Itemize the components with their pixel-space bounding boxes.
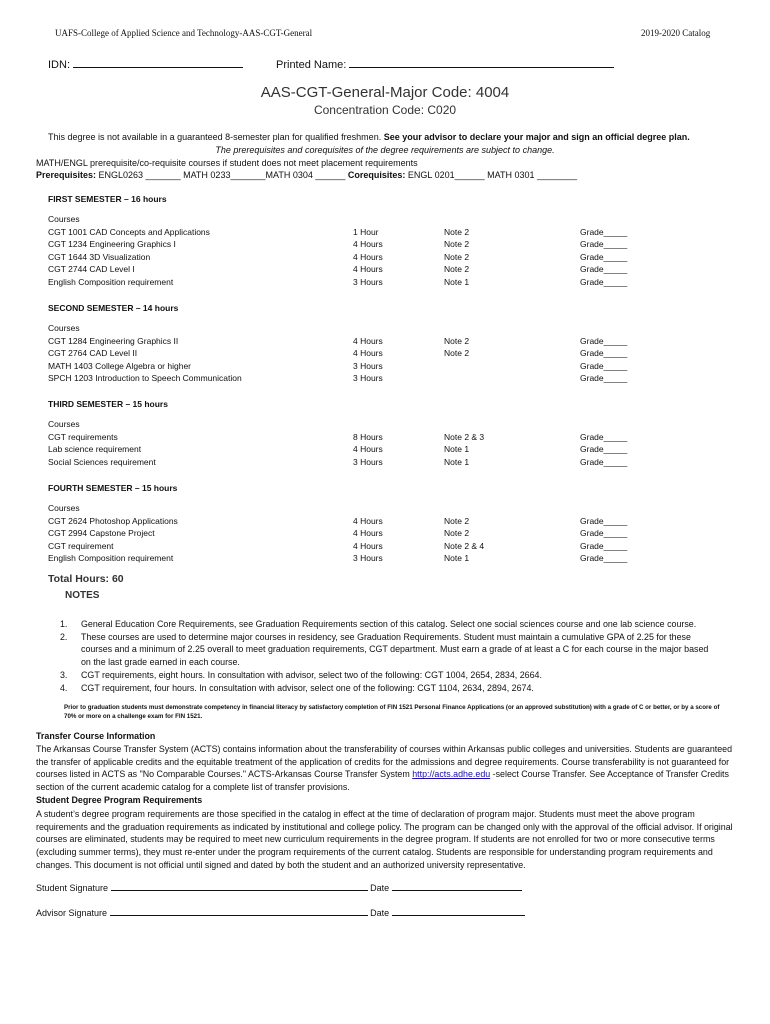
note-text: CGT requirements, eight hours. In consultation with advisor, select two of the following: CGT 1004, 2654, 2834, 2664. (81, 669, 542, 680)
course-hours: 8 Hours (353, 431, 383, 442)
prereq-label: Prerequisites: (36, 170, 97, 180)
course-hours: 4 Hours (353, 444, 383, 455)
student-date-label: Date (370, 883, 390, 893)
prereq-text: ENGL0263 _______ MATH 0233_______MATH 0304 ______ (96, 170, 348, 180)
note-text: These courses are used to determine major courses in residency, see Graduation Requirements. Student must maintain a cumulative GPA of 2.25 for these courses and a minimum of 2.25 overall to meet graduation requirements, CGT department. Must earn a grade of at least a C for each course in the major based on the last grade earned in each course. (81, 631, 709, 668)
course-hours: 3 Hours (353, 373, 383, 384)
total-hours: Total Hours: 60 (48, 573, 124, 585)
grade-blank[interactable]: Grade_____ (580, 335, 628, 346)
acts-link[interactable]: http://acts.adhe.edu (412, 769, 491, 780)
course-name: Lab science requirement (48, 444, 142, 455)
course-note: Note 1 (444, 553, 470, 564)
semester-title: SECOND SEMESTER – 14 hours (48, 303, 179, 313)
printed-name-field[interactable] (276, 59, 614, 71)
grade-blank[interactable]: Grade_____ (580, 431, 628, 442)
advisor-signature-label: Advisor Signature (36, 908, 108, 918)
grade-blank[interactable]: Grade_____ (580, 251, 628, 262)
note-text: CGT requirement, four hours. In consultation with advisor, select one of the following: CGT 1104, 2634, 2894, 2674. (81, 682, 534, 693)
note-item (60, 618, 720, 631)
semester-title: FIRST SEMESTER – 16 hours (48, 194, 167, 204)
notes-heading: NOTES (65, 590, 100, 601)
course-hours: 4 Hours (353, 251, 383, 262)
course-note: Note 1 (444, 456, 470, 467)
course-note: Note 2 & 3 (444, 431, 485, 442)
course-name: CGT 1234 Engineering Graphics I (48, 239, 176, 250)
course-note: Note 2 (444, 528, 470, 539)
course-name: CGT 1284 Engineering Graphics II (48, 335, 179, 346)
course-name: CGT requirements (48, 431, 118, 442)
student-signature-line[interactable] (111, 890, 368, 891)
course-hours: 4 Hours (353, 528, 383, 539)
grade-blank[interactable]: Grade_____ (580, 540, 628, 551)
course-hours: 4 Hours (353, 264, 383, 275)
course-name: CGT requirement (48, 540, 114, 551)
grade-blank[interactable]: Grade_____ (580, 528, 628, 539)
grade-blank[interactable]: Grade_____ (580, 553, 628, 564)
note-item (60, 682, 720, 695)
printed-name-label: Printed Name: (276, 59, 347, 71)
idn-line[interactable] (73, 67, 243, 68)
intro-line-3: MATH/ENGL prerequisite/co-requisite courses if student does not meet placement requirements (36, 158, 418, 168)
course-note: Note 2 (444, 239, 470, 250)
course-name: CGT 2764 CAD Level II (48, 348, 138, 359)
course-name: English Composition requirement (48, 277, 174, 287)
course-hours: 4 Hours (353, 239, 383, 250)
grade-blank[interactable]: Grade_____ (580, 226, 628, 237)
intro-bold: See your advisor to declare your major and sign an official degree plan. (381, 132, 690, 142)
courses-label: Courses (48, 214, 80, 224)
grade-blank[interactable]: Grade_____ (580, 264, 628, 275)
note-number: 1. (60, 619, 68, 629)
idn-field[interactable] (48, 59, 243, 71)
intro-line-1 (48, 131, 690, 144)
course-name: English Composition requirement (48, 553, 174, 564)
course-name: CGT 2624 Photoshop Applications (48, 515, 178, 526)
note-item (60, 669, 720, 682)
header-right: 2019-2020 Catalog (641, 28, 711, 38)
course-note: Note 2 & 4 (444, 540, 485, 551)
note-item (60, 631, 720, 669)
transfer-text (36, 743, 736, 794)
course-hours: 4 Hours (353, 540, 383, 551)
fin-note: Prior to graduation students must demonstrate competency in financial literacy by satisfactory completion of FIN 1521 Personal Finance Applications (or an approved substitution) with a grade of C or better, or by a score of 70% or more on a challenge exam for FIN 1521. (64, 704, 720, 720)
grade-blank[interactable]: Grade_____ (580, 277, 628, 287)
page-title: AAS-CGT-General-Major Code: 4004 (260, 84, 510, 101)
course-hours: 3 Hours (353, 277, 383, 287)
note-text: General Education Core Requirements, see Graduation Requirements section of this catalog. Select one social sciences course and one lab science course. (81, 619, 697, 629)
program-req-heading: Student Degree Program Requirements (36, 795, 203, 805)
advisor-signature-line[interactable] (110, 915, 368, 916)
grade-blank[interactable]: Grade_____ (580, 456, 628, 467)
intro-normal: This degree is not available in a guaranteed 8-semester plan for qualified freshmen. (48, 132, 382, 142)
coreq-label: Corequisites: (347, 170, 406, 180)
courses-label: Courses (48, 419, 80, 429)
intro-line-2: The prerequisites and corequisites of the degree requirements are subject to change. (215, 145, 555, 155)
transfer-body: The Arkansas Course Transfer System (ACTS) contains information about the transferability of courses within Arkansas public colleges and universities. Students are guaranteed the transfer of applicable credits and the equitable treatment of the application of credits for the admissions and degree requirements. Course transferability is not guaranteed for courses listed in ACTS as "No Comparable Courses." ACTS-Arkansas Course Transfer System (36, 744, 733, 780)
course-name: SPCH 1203 Introduction to Speech Communication (48, 373, 242, 384)
grade-blank[interactable]: Grade_____ (580, 444, 628, 455)
course-note: Note 1 (444, 277, 470, 287)
semester-title: THIRD SEMESTER – 15 hours (48, 399, 168, 409)
idn-label: IDN: (48, 59, 70, 71)
course-note: Note 2 (444, 515, 470, 526)
course-hours: 4 Hours (353, 335, 383, 346)
advisor-date-label: Date (370, 908, 390, 918)
concentration-code: Concentration Code: C020 (313, 103, 457, 117)
course-name: CGT 1001 CAD Concepts and Applications (48, 226, 210, 237)
course-name: CGT 2744 CAD Level I (48, 264, 135, 275)
student-date-line[interactable] (392, 890, 522, 891)
advisor-signature-field[interactable] (36, 908, 525, 918)
course-note: Note 2 (444, 264, 470, 275)
course-note: Note 1 (444, 444, 470, 455)
course-hours: 4 Hours (353, 515, 383, 526)
notes-list (60, 618, 720, 694)
course-hours: 3 Hours (353, 360, 383, 371)
courses-label: Courses (48, 503, 80, 513)
course-hours: 4 Hours (353, 348, 383, 359)
coreq-text: ENGL 0201______ MATH 0301 ________ (405, 170, 578, 180)
course-name: CGT 1644 3D Visualization (48, 251, 151, 262)
note-number: 4. (60, 682, 68, 693)
prereq-line (36, 169, 577, 182)
header-left: UAFS-College of Applied Science and Technology-AAS-CGT-General (55, 28, 313, 38)
note-number: 2. (60, 631, 68, 642)
grade-blank[interactable]: Grade_____ (580, 348, 628, 359)
student-signature-label: Student Signature (36, 883, 109, 893)
course-name: Social Sciences requirement (48, 456, 156, 467)
courses-label: Courses (48, 323, 80, 333)
grade-blank[interactable]: Grade_____ (580, 373, 628, 384)
program-req-text: A student’s degree program requirements are those specified in the catalog in effect at the time of declaration of program major. Students must meet the above program requirements and the graduation requirements as indicated by institutional and college policy. The program can be changed only with the approval of the official advisor. If original courses are eliminated, students may be required to meet new curriculum requirements in the degree program. If students are not enrolled for two or more consecutive terms (excluding summer terms), they must re-enter under the program requirements of the current catalog. Students are responsible for understanding program requirements and changes. This document is not official until signed and dated by both the student and an authorized university representative. (36, 809, 733, 870)
course-hours: 3 Hours (353, 456, 383, 467)
student-signature-field[interactable] (36, 883, 522, 893)
grade-blank[interactable]: Grade_____ (580, 515, 628, 526)
semester-title: FOURTH SEMESTER – 15 hours (48, 483, 178, 493)
course-note: Note 2 (444, 348, 470, 359)
course-note: Note 2 (444, 335, 470, 346)
grade-blank[interactable]: Grade_____ (580, 360, 628, 371)
advisor-date-line[interactable] (392, 915, 525, 916)
course-hours: 1 Hour (353, 226, 379, 237)
course-name: CGT 2994 Capstone Project (48, 528, 155, 539)
course-note: Note 2 (444, 226, 470, 237)
transfer-heading: Transfer Course Information (36, 731, 156, 741)
note-number: 3. (60, 669, 68, 680)
transfer-body-end: -select Course Transfer. See Acceptance of Transfer Credits section of the current academic catalog for a complete list of transfer provisions. (36, 769, 729, 793)
printed-name-line[interactable] (349, 67, 614, 68)
grade-blank[interactable]: Grade_____ (580, 239, 628, 250)
course-hours: 3 Hours (353, 553, 383, 564)
course-note: Note 2 (444, 251, 470, 262)
course-name: MATH 1403 College Algebra or higher (48, 360, 192, 371)
